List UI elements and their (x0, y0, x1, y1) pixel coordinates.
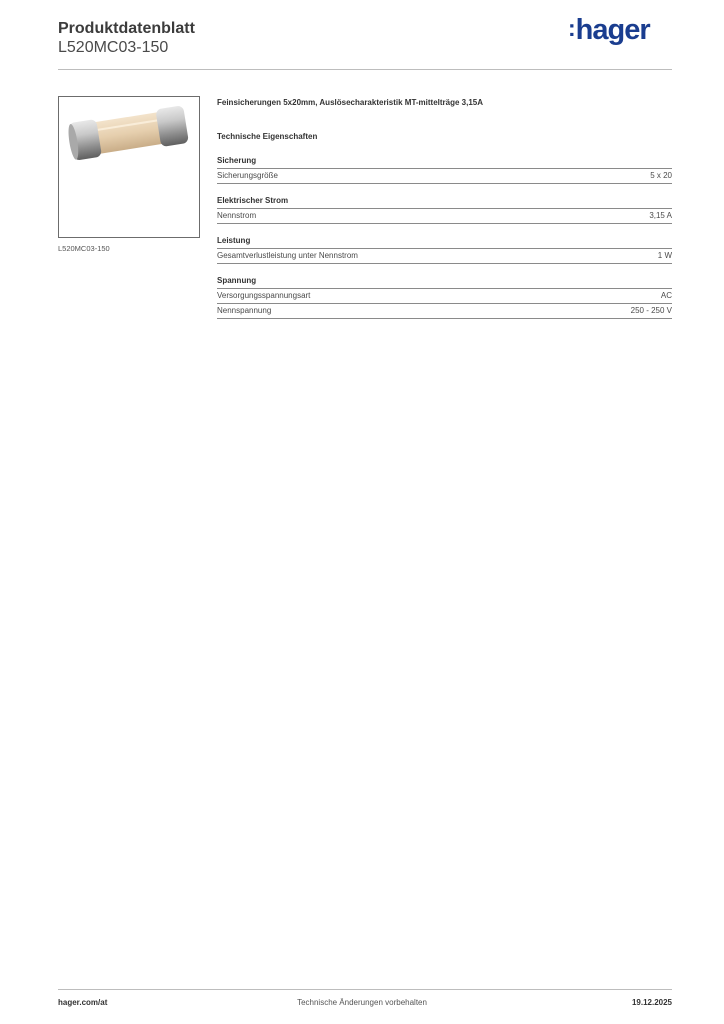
spec-group-sicherung (217, 154, 672, 184)
spec-content (217, 96, 672, 319)
spec-row (217, 289, 672, 304)
spec-value: 3,15 A (649, 211, 672, 220)
spec-row (217, 169, 672, 184)
logo-text: hager (575, 14, 650, 46)
hager-logo: :hager (568, 14, 650, 46)
page-title: Produktdatenblatt (58, 20, 195, 37)
spec-label: Versorgungsspannungsart (217, 291, 311, 300)
spec-row (217, 304, 672, 319)
spec-group-strom (217, 194, 672, 224)
spec-group-leistung (217, 234, 672, 264)
group-title: Spannung (217, 274, 672, 289)
group-title: Elektrischer Strom (217, 194, 672, 209)
group-title: Leistung (217, 234, 672, 249)
spec-label: Nennstrom (217, 211, 257, 220)
spec-value: 250 - 250 V (630, 306, 672, 315)
image-caption: L520MC03-150 (58, 244, 110, 253)
spec-row (217, 249, 672, 264)
footer-divider (58, 989, 672, 990)
product-code: L520MC03-150 (58, 39, 169, 56)
spec-label: Sicherungsgröße (217, 171, 278, 180)
footer-date: 19.12.2025 (631, 998, 672, 1007)
spec-heading: Technische Eigenschaften (217, 132, 318, 141)
header-divider (58, 69, 672, 70)
spec-value: 5 x 20 (650, 171, 672, 180)
group-title: Sicherung (217, 154, 672, 169)
spec-value: 1 W (657, 251, 672, 260)
footer-website: hager.com/at (58, 998, 108, 1007)
spec-label: Gesamtverlustleistung unter Nennstrom (217, 251, 358, 260)
product-image (58, 96, 200, 238)
footer-note: Technische Änderungen vorbehalten (297, 998, 427, 1007)
fuse-image (59, 97, 199, 237)
spec-group-spannung (217, 274, 672, 319)
product-description: Feinsicherungen 5x20mm, Auslösecharakteristik MT-mittelträge 3,15A (217, 98, 484, 107)
spec-row (217, 209, 672, 224)
spec-label: Nennspannung (217, 306, 272, 315)
spec-value: AC (660, 291, 672, 300)
